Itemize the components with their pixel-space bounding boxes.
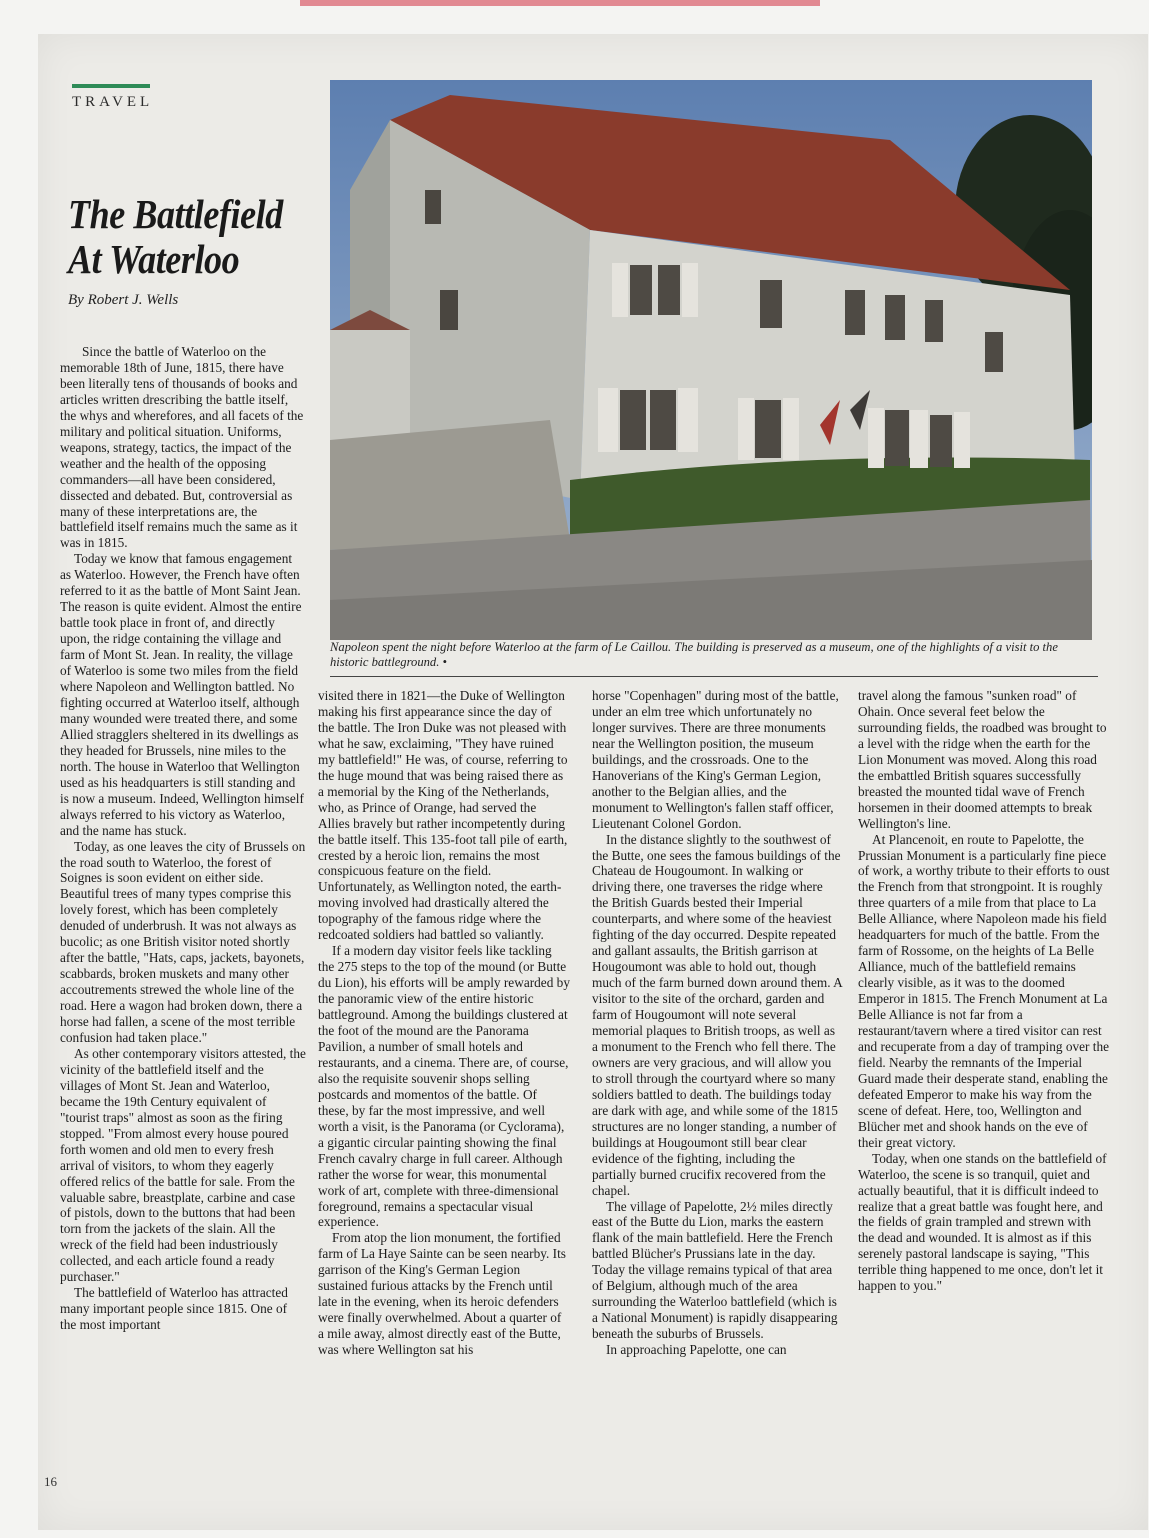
text-column-1 xyxy=(60,344,306,1333)
page-number: 16 xyxy=(44,1474,57,1489)
text-column-2 xyxy=(318,688,570,1358)
byline: By Robert J. Wells xyxy=(68,292,179,308)
paragraph: In the distance slightly to the southwest of the Butte, one sees the famous buildings of the Chateau de Hougoumont. In walking or driving there, one traverses the ridge where the British Guards bested their Imperial counterparts, and where some of the heaviest fighting of the day occurred. Despite repeated and gallant assaults, the British garrison at Hougoumont was able to hold out, though much of the farm burned down around them. A visitor to the site of the orchard, garden and farm of Hougoumont will note several memorial plaques to British troops, as well as a monument to the French who fell there. The owners are very gracious, and will allow you to stroll through the courtyard where so many soldiers battled to death. The buildings today are dark with age, and while some of the 1815 structures are no longer standing, a number of buildings at Hougoumont still bear clear evidence of the fighting, including the partially burned crucifix recovered from the chapel. xyxy=(592,831,842,1198)
paragraph: The village of Papelotte, 2½ miles directly east of the Butte du Lion, marks the eastern flank of the main battlefield. Here the French battled Blücher's Prussians late in the day. Today the village remains typical of that area of Belgium, although much of the area surrounding the Waterloo battlefield (which is a National Monument) is rapidly disappearing beneath the suburbs of Brussels. xyxy=(592,1198,838,1342)
title-line-1: The Battlefield xyxy=(68,191,283,237)
title-line-2: At Waterloo xyxy=(68,236,240,282)
farmhouse-photo xyxy=(330,80,1092,640)
paragraph: The battlefield of Waterloo has attracted many important people since 1815. One of the most important xyxy=(60,1285,288,1333)
page-edge-stripe xyxy=(300,0,820,6)
paragraph: As other contemporary visitors attested, the vicinity of the battlefield itself and the villages of Mont St. Jean and Waterloo, became the 19th Century equivalent of "tourist traps" almost as soon as the firing stopped. "From almost every house poured forth women and old men to every fresh arrival of visitors, to whom they eagerly offered relics of the battle for sale. From the valuable sabre, breastplate, carbine and case of pistols, down to the buttons that had been torn from the jackets of the slain. All the wreck of the field had been industriously collected, and each article found a ready purchaser." xyxy=(60,1045,306,1285)
text-column-4 xyxy=(858,688,1110,1294)
paragraph: visited there in 1821—the Duke of Wellington making his first appearance since the day of the battle. The Iron Duke was not pleased with what he saw, exclaiming, "They have ruined my battlefield!" He was, of course, referring to the huge mound that was being raised there as a memorial by the King of the Netherlands, who, as Prince of Orange, had served the Allies bravely but rather incompetently during the battle itself. This 135-foot tall pile of earth, crested by a heroic lion, remains the most conspicuous feature on the field. Unfortunately, as Wellington noted, the earth-moving involved had drastically altered the topography of the famous ridge where the redcoated soldiers had battled so valiantly. xyxy=(318,688,568,943)
paragraph: Today, as one leaves the city of Brussels on the road south to Waterloo, the forest of Soignes is soon evident on either side. Beautiful trees of many types comprise this lovely forest, which has been completely denuded of underbrush. It was not always as bucolic; as one British visitor noted shortly after the battle, "Hats, caps, jackets, bayonets, scabbards, broken muskets and many other accoutrements strewed the whole line of the road. Here a wagon had broken down, there a horse had fallen, a scene of the most terrible confusion had taken place." xyxy=(60,838,306,1045)
paragraph: Today, when one stands on the battlefield of Waterloo, the scene is so tranquil, quiet and actually beautiful, that it is difficult indeed to realize that a great battle was fought here, and the fields of grain trampled and strewn with the dead and wounded. It is almost as if this serenely pastoral landscape is saying, "This terrible thing happened to me once, don't let it happen to you." xyxy=(858,1150,1107,1294)
paragraph: Since the battle of Waterloo on the memorable 18th of June, 1815, there have been literally tens of thousands of books and articles written drescribing the battle itself, the whys and wherefores, and all facets of the military and political situation. Uniforms, weapons, strategy, tactics, the impact of the weather and the health of the opposing commanders—all have been considered, dissected and debated. But, controversial as many of these interpretations are, the battlefield itself remains much the same as it was in 1815. xyxy=(60,344,304,551)
paragraph: From atop the lion monument, the fortified farm of La Haye Sainte can be seen nearby. Its garrison of the King's German Legion sustained furious attacks by the French until late in the evening, when its heroic defenders were finally overwhelmed. About a quarter of a mile away, almost directly east of the Butte, was where Wellington sat his xyxy=(318,1230,566,1358)
paragraph: If a modern day visitor feels like tackling the 275 steps to the top of the mound (or Butte du Lion), his efforts will be amply rewarded by the panoramic view of the entire historic battleground. Among the buildings clustered at the foot of the mound are the Panorama Pavilion, a number of small hotels and restaurants, and a cinema. There are, of course, also the requisite souvenir shops selling postcards and momentos of the battle. Of these, by far the most impressive, and well worth a visit, is the Panorama (or Cyclorama), a gigantic circular painting showing the final French cavalry charge in full career. Although rather the worse for wear, this monumental work of art, complete with three-dimensional foreground, remains a spectacular visual experience. xyxy=(318,943,570,1230)
article-title xyxy=(68,192,297,282)
paragraph: At Plancenoit, en route to Papelotte, the Prussian Monument is a particularly fine piece of work, a worthy tribute to their efforts to oust the French from that strongpoint. It is roughly three quarters of a mile from that place to La Belle Alliance, where Napoleon made his field headquarters for much of the battle. From the farm of Rossome, on the heights of La Belle Alliance, much of the battlefield remains clearly visible, as it was to the doomed Emperor in 1815. The French Monument at La Belle Alliance is not far from a restaurant/tavern where a tired visitor can rest and recuperate from a day of tramping over the field. Nearby the remnants of the Imperial Guard made their desperate stand, enabling the defeated Emperor to make his way from the scene of defeat. Here, too, Wellington and Blücher met and shook hands on the eve of their great victory. xyxy=(858,831,1110,1150)
paragraph: In approaching Papelotte, one can xyxy=(606,1342,787,1358)
paragraph: travel along the famous "sunken road" of Ohain. Once several feet below the surrounding fields, the roadbed was brought to a level with the ridge when the earth for the Lion Monument was moved. Along this road the embattled British squares successfully breasted the mounted tidal wave of French horsemen in their doomed attempts to break Wellington's line. xyxy=(858,688,1107,831)
photo-caption: Napoleon spent the night before Waterloo at the farm of Le Caillou. The building is preserved as a museum, one of the highlights of a visit to the historic battleground. • xyxy=(330,640,1058,669)
paragraph: horse "Copenhagen" during most of the battle, under an elm tree which unfortunately no longer survives. There are three monuments near the Wellington position, the museum buildings, and the crossroads. One to the Hanoverians of the King's German Legion, another to the Belgian allies, and the monument to Wellington's fallen staff officer, Lieutenant Colonel Gordon. xyxy=(592,688,839,831)
paragraph: Today we know that famous engagement as Waterloo. However, the French have often referred to it as the battle of Mont Saint Jean. The reason is quite evident. Almost the entire battle took place in front of, and directly upon, the ridge containing the village and farm of Mont St. Jean. In reality, the village of Waterloo is some two miles from the field where Napoleon and Wellington battled. No fighting occurred at Waterloo itself, although many wounded were treated there, and some Allied stragglers sheltered in its dwellings as they headed for Brussels, nine miles to the north. The house in Waterloo that Wellington used as his headquarters is still standing and is now a museum. Indeed, Wellington himself always referred to his victory as Waterloo, and the name has stuck. xyxy=(60,551,304,838)
section-accent-bar xyxy=(72,84,150,88)
section-label: TRAVEL xyxy=(72,94,154,110)
caption-rule xyxy=(330,676,1098,677)
text-column-3 xyxy=(592,688,842,1358)
